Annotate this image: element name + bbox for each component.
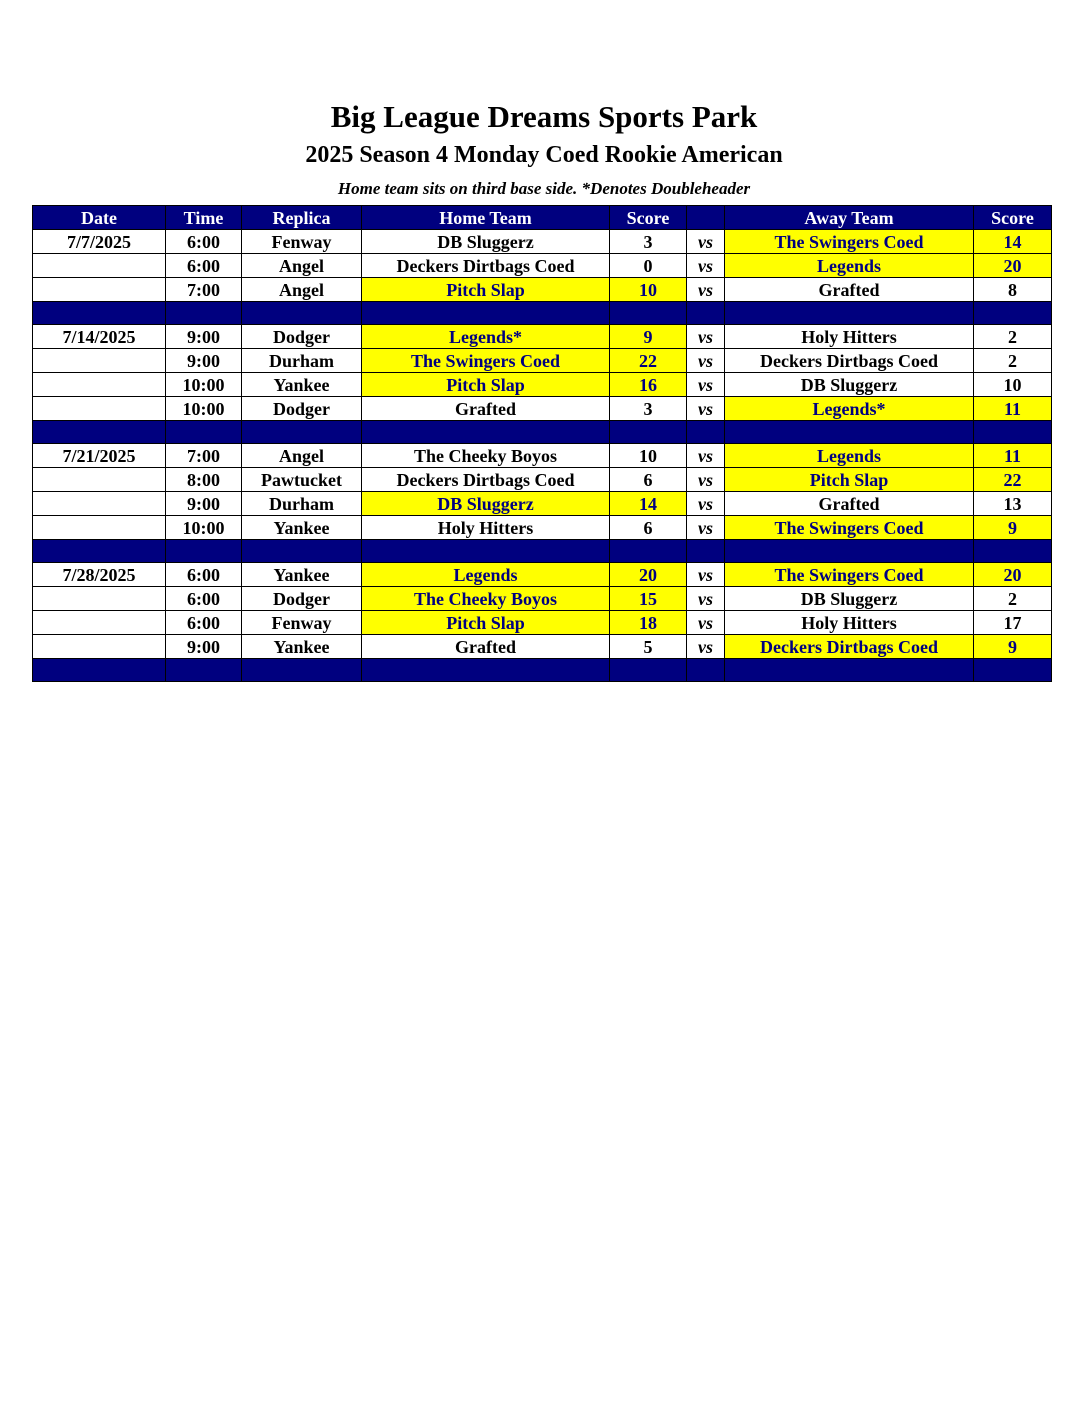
away-team: The Swingers Coed bbox=[725, 563, 974, 587]
home-score: 9 bbox=[610, 325, 687, 349]
vs-label: vs bbox=[687, 635, 725, 659]
home-score: 20 bbox=[610, 563, 687, 587]
away-team: Holy Hitters bbox=[725, 611, 974, 635]
away-score: 2 bbox=[974, 325, 1052, 349]
game-date: 7/7/2025 bbox=[33, 230, 166, 254]
vs-label: vs bbox=[687, 349, 725, 373]
game-row bbox=[33, 254, 1052, 278]
home-team: Pitch Slap bbox=[362, 278, 610, 302]
home-team: Holy Hitters bbox=[362, 516, 610, 540]
home-score: 15 bbox=[610, 587, 687, 611]
separator-cell bbox=[610, 659, 687, 682]
away-team: Legends* bbox=[725, 397, 974, 421]
away-team: The Swingers Coed bbox=[725, 230, 974, 254]
game-time: 9:00 bbox=[166, 349, 242, 373]
home-team: DB Sluggerz bbox=[362, 492, 610, 516]
col-header-time: Time bbox=[166, 206, 242, 230]
game-replica: Dodger bbox=[242, 325, 362, 349]
home-score: 14 bbox=[610, 492, 687, 516]
game-row bbox=[33, 563, 1052, 587]
game-replica: Fenway bbox=[242, 611, 362, 635]
separator-cell bbox=[242, 540, 362, 563]
week-separator-row bbox=[33, 302, 1052, 325]
home-team: Pitch Slap bbox=[362, 373, 610, 397]
page-subtitle: 2025 Season 4 Monday Coed Rookie American bbox=[305, 142, 783, 168]
home-score: 3 bbox=[610, 230, 687, 254]
home-team: Grafted bbox=[362, 397, 610, 421]
game-row bbox=[33, 325, 1052, 349]
game-replica: Durham bbox=[242, 492, 362, 516]
home-score: 6 bbox=[610, 516, 687, 540]
away-team: Deckers Dirtbags Coed bbox=[725, 635, 974, 659]
home-team: Grafted bbox=[362, 635, 610, 659]
home-score: 0 bbox=[610, 254, 687, 278]
vs-label: vs bbox=[687, 278, 725, 302]
game-replica: Durham bbox=[242, 349, 362, 373]
schedule-table bbox=[32, 205, 1052, 682]
game-replica: Dodger bbox=[242, 397, 362, 421]
home-team: Deckers Dirtbags Coed bbox=[362, 468, 610, 492]
home-score: 10 bbox=[610, 444, 687, 468]
game-row bbox=[33, 373, 1052, 397]
vs-label: vs bbox=[687, 468, 725, 492]
home-team: Deckers Dirtbags Coed bbox=[362, 254, 610, 278]
game-time: 6:00 bbox=[166, 587, 242, 611]
separator-cell bbox=[166, 659, 242, 682]
away-score: 2 bbox=[974, 349, 1052, 373]
separator-cell bbox=[610, 540, 687, 563]
separator-cell bbox=[242, 659, 362, 682]
away-score: 22 bbox=[974, 468, 1052, 492]
vs-label: vs bbox=[687, 444, 725, 468]
away-score: 17 bbox=[974, 611, 1052, 635]
separator-cell bbox=[242, 421, 362, 444]
col-header-away-team: Away Team bbox=[725, 206, 974, 230]
separator-cell bbox=[166, 540, 242, 563]
game-date bbox=[33, 254, 166, 278]
away-team: Grafted bbox=[725, 492, 974, 516]
home-team: The Swingers Coed bbox=[362, 349, 610, 373]
vs-label: vs bbox=[687, 230, 725, 254]
game-time: 6:00 bbox=[166, 230, 242, 254]
away-team: DB Sluggerz bbox=[725, 373, 974, 397]
game-replica: Yankee bbox=[242, 635, 362, 659]
separator-cell bbox=[362, 421, 610, 444]
away-score: 9 bbox=[974, 635, 1052, 659]
away-score: 13 bbox=[974, 492, 1052, 516]
game-row bbox=[33, 278, 1052, 302]
separator-cell bbox=[33, 659, 166, 682]
game-time: 7:00 bbox=[166, 278, 242, 302]
game-time: 7:00 bbox=[166, 444, 242, 468]
week-separator-row bbox=[33, 540, 1052, 563]
away-score: 20 bbox=[974, 254, 1052, 278]
home-score: 16 bbox=[610, 373, 687, 397]
game-date: 7/28/2025 bbox=[33, 563, 166, 587]
col-header-vs bbox=[687, 206, 725, 230]
away-score: 11 bbox=[974, 444, 1052, 468]
game-time: 6:00 bbox=[166, 563, 242, 587]
separator-cell bbox=[725, 540, 974, 563]
vs-label: vs bbox=[687, 373, 725, 397]
away-team: The Swingers Coed bbox=[725, 516, 974, 540]
away-team: Pitch Slap bbox=[725, 468, 974, 492]
home-score: 3 bbox=[610, 397, 687, 421]
home-team: Pitch Slap bbox=[362, 611, 610, 635]
page-title: Big League Dreams Sports Park bbox=[330, 99, 758, 134]
game-time: 6:00 bbox=[166, 254, 242, 278]
separator-cell bbox=[687, 421, 725, 444]
vs-label: vs bbox=[687, 254, 725, 278]
week-separator-row bbox=[33, 659, 1052, 682]
home-score: 6 bbox=[610, 468, 687, 492]
away-team: Legends bbox=[725, 254, 974, 278]
separator-cell bbox=[242, 302, 362, 325]
home-team: The Cheeky Boyos bbox=[362, 444, 610, 468]
separator-cell bbox=[725, 659, 974, 682]
home-score: 10 bbox=[610, 278, 687, 302]
game-row bbox=[33, 635, 1052, 659]
separator-cell bbox=[687, 540, 725, 563]
game-replica: Yankee bbox=[242, 516, 362, 540]
away-score: 10 bbox=[974, 373, 1052, 397]
game-time: 6:00 bbox=[166, 611, 242, 635]
game-time: 9:00 bbox=[166, 635, 242, 659]
separator-cell bbox=[362, 659, 610, 682]
game-replica: Fenway bbox=[242, 230, 362, 254]
home-team: DB Sluggerz bbox=[362, 230, 610, 254]
separator-cell bbox=[974, 659, 1052, 682]
game-time: 10:00 bbox=[166, 397, 242, 421]
separator-cell bbox=[33, 302, 166, 325]
game-row bbox=[33, 444, 1052, 468]
page-note: Home team sits on third base side. *Denotes Doubleheader bbox=[337, 179, 751, 198]
separator-cell bbox=[33, 421, 166, 444]
separator-cell bbox=[687, 302, 725, 325]
home-score: 5 bbox=[610, 635, 687, 659]
col-header-home-team: Home Team bbox=[362, 206, 610, 230]
away-score: 20 bbox=[974, 563, 1052, 587]
game-date bbox=[33, 635, 166, 659]
separator-cell bbox=[725, 421, 974, 444]
vs-label: vs bbox=[687, 492, 725, 516]
home-team: The Cheeky Boyos bbox=[362, 587, 610, 611]
game-replica: Dodger bbox=[242, 587, 362, 611]
game-date bbox=[33, 587, 166, 611]
home-score: 22 bbox=[610, 349, 687, 373]
col-header-away-score: Score bbox=[974, 206, 1052, 230]
header-row bbox=[33, 206, 1052, 230]
game-date bbox=[33, 468, 166, 492]
game-row bbox=[33, 468, 1052, 492]
game-time: 9:00 bbox=[166, 325, 242, 349]
separator-cell bbox=[362, 302, 610, 325]
game-time: 9:00 bbox=[166, 492, 242, 516]
game-date bbox=[33, 397, 166, 421]
away-team: Deckers Dirtbags Coed bbox=[725, 349, 974, 373]
game-date bbox=[33, 492, 166, 516]
away-team: Legends bbox=[725, 444, 974, 468]
away-score: 9 bbox=[974, 516, 1052, 540]
game-time: 8:00 bbox=[166, 468, 242, 492]
game-date bbox=[33, 516, 166, 540]
col-header-replica: Replica bbox=[242, 206, 362, 230]
game-time: 10:00 bbox=[166, 373, 242, 397]
game-date bbox=[33, 611, 166, 635]
game-row bbox=[33, 349, 1052, 373]
separator-cell bbox=[33, 540, 166, 563]
vs-label: vs bbox=[687, 325, 725, 349]
game-date bbox=[33, 278, 166, 302]
separator-cell bbox=[974, 302, 1052, 325]
game-replica: Angel bbox=[242, 444, 362, 468]
home-team: Legends* bbox=[362, 325, 610, 349]
separator-cell bbox=[166, 421, 242, 444]
game-replica: Yankee bbox=[242, 563, 362, 587]
week-separator-row bbox=[33, 421, 1052, 444]
game-row bbox=[33, 492, 1052, 516]
away-team: Grafted bbox=[725, 278, 974, 302]
vs-label: vs bbox=[687, 587, 725, 611]
away-score: 11 bbox=[974, 397, 1052, 421]
away-score: 2 bbox=[974, 587, 1052, 611]
game-date bbox=[33, 349, 166, 373]
game-replica: Yankee bbox=[242, 373, 362, 397]
separator-cell bbox=[610, 421, 687, 444]
home-score: 18 bbox=[610, 611, 687, 635]
game-row bbox=[33, 516, 1052, 540]
separator-cell bbox=[725, 302, 974, 325]
game-time: 10:00 bbox=[166, 516, 242, 540]
separator-cell bbox=[362, 540, 610, 563]
game-replica: Angel bbox=[242, 278, 362, 302]
vs-label: vs bbox=[687, 611, 725, 635]
separator-cell bbox=[974, 421, 1052, 444]
game-replica: Angel bbox=[242, 254, 362, 278]
away-team: DB Sluggerz bbox=[725, 587, 974, 611]
game-date bbox=[33, 373, 166, 397]
separator-cell bbox=[166, 302, 242, 325]
game-date: 7/21/2025 bbox=[33, 444, 166, 468]
away-score: 8 bbox=[974, 278, 1052, 302]
col-header-home-score: Score bbox=[610, 206, 687, 230]
game-row bbox=[33, 230, 1052, 254]
separator-cell bbox=[974, 540, 1052, 563]
away-score: 14 bbox=[974, 230, 1052, 254]
vs-label: vs bbox=[687, 397, 725, 421]
game-row bbox=[33, 587, 1052, 611]
game-row bbox=[33, 611, 1052, 635]
game-row bbox=[33, 397, 1052, 421]
vs-label: vs bbox=[687, 516, 725, 540]
game-date: 7/14/2025 bbox=[33, 325, 166, 349]
schedule-body bbox=[33, 230, 1052, 682]
home-team: Legends bbox=[362, 563, 610, 587]
col-header-date: Date bbox=[33, 206, 166, 230]
away-team: Holy Hitters bbox=[725, 325, 974, 349]
game-replica: Pawtucket bbox=[242, 468, 362, 492]
separator-cell bbox=[610, 302, 687, 325]
separator-cell bbox=[687, 659, 725, 682]
vs-label: vs bbox=[687, 563, 725, 587]
